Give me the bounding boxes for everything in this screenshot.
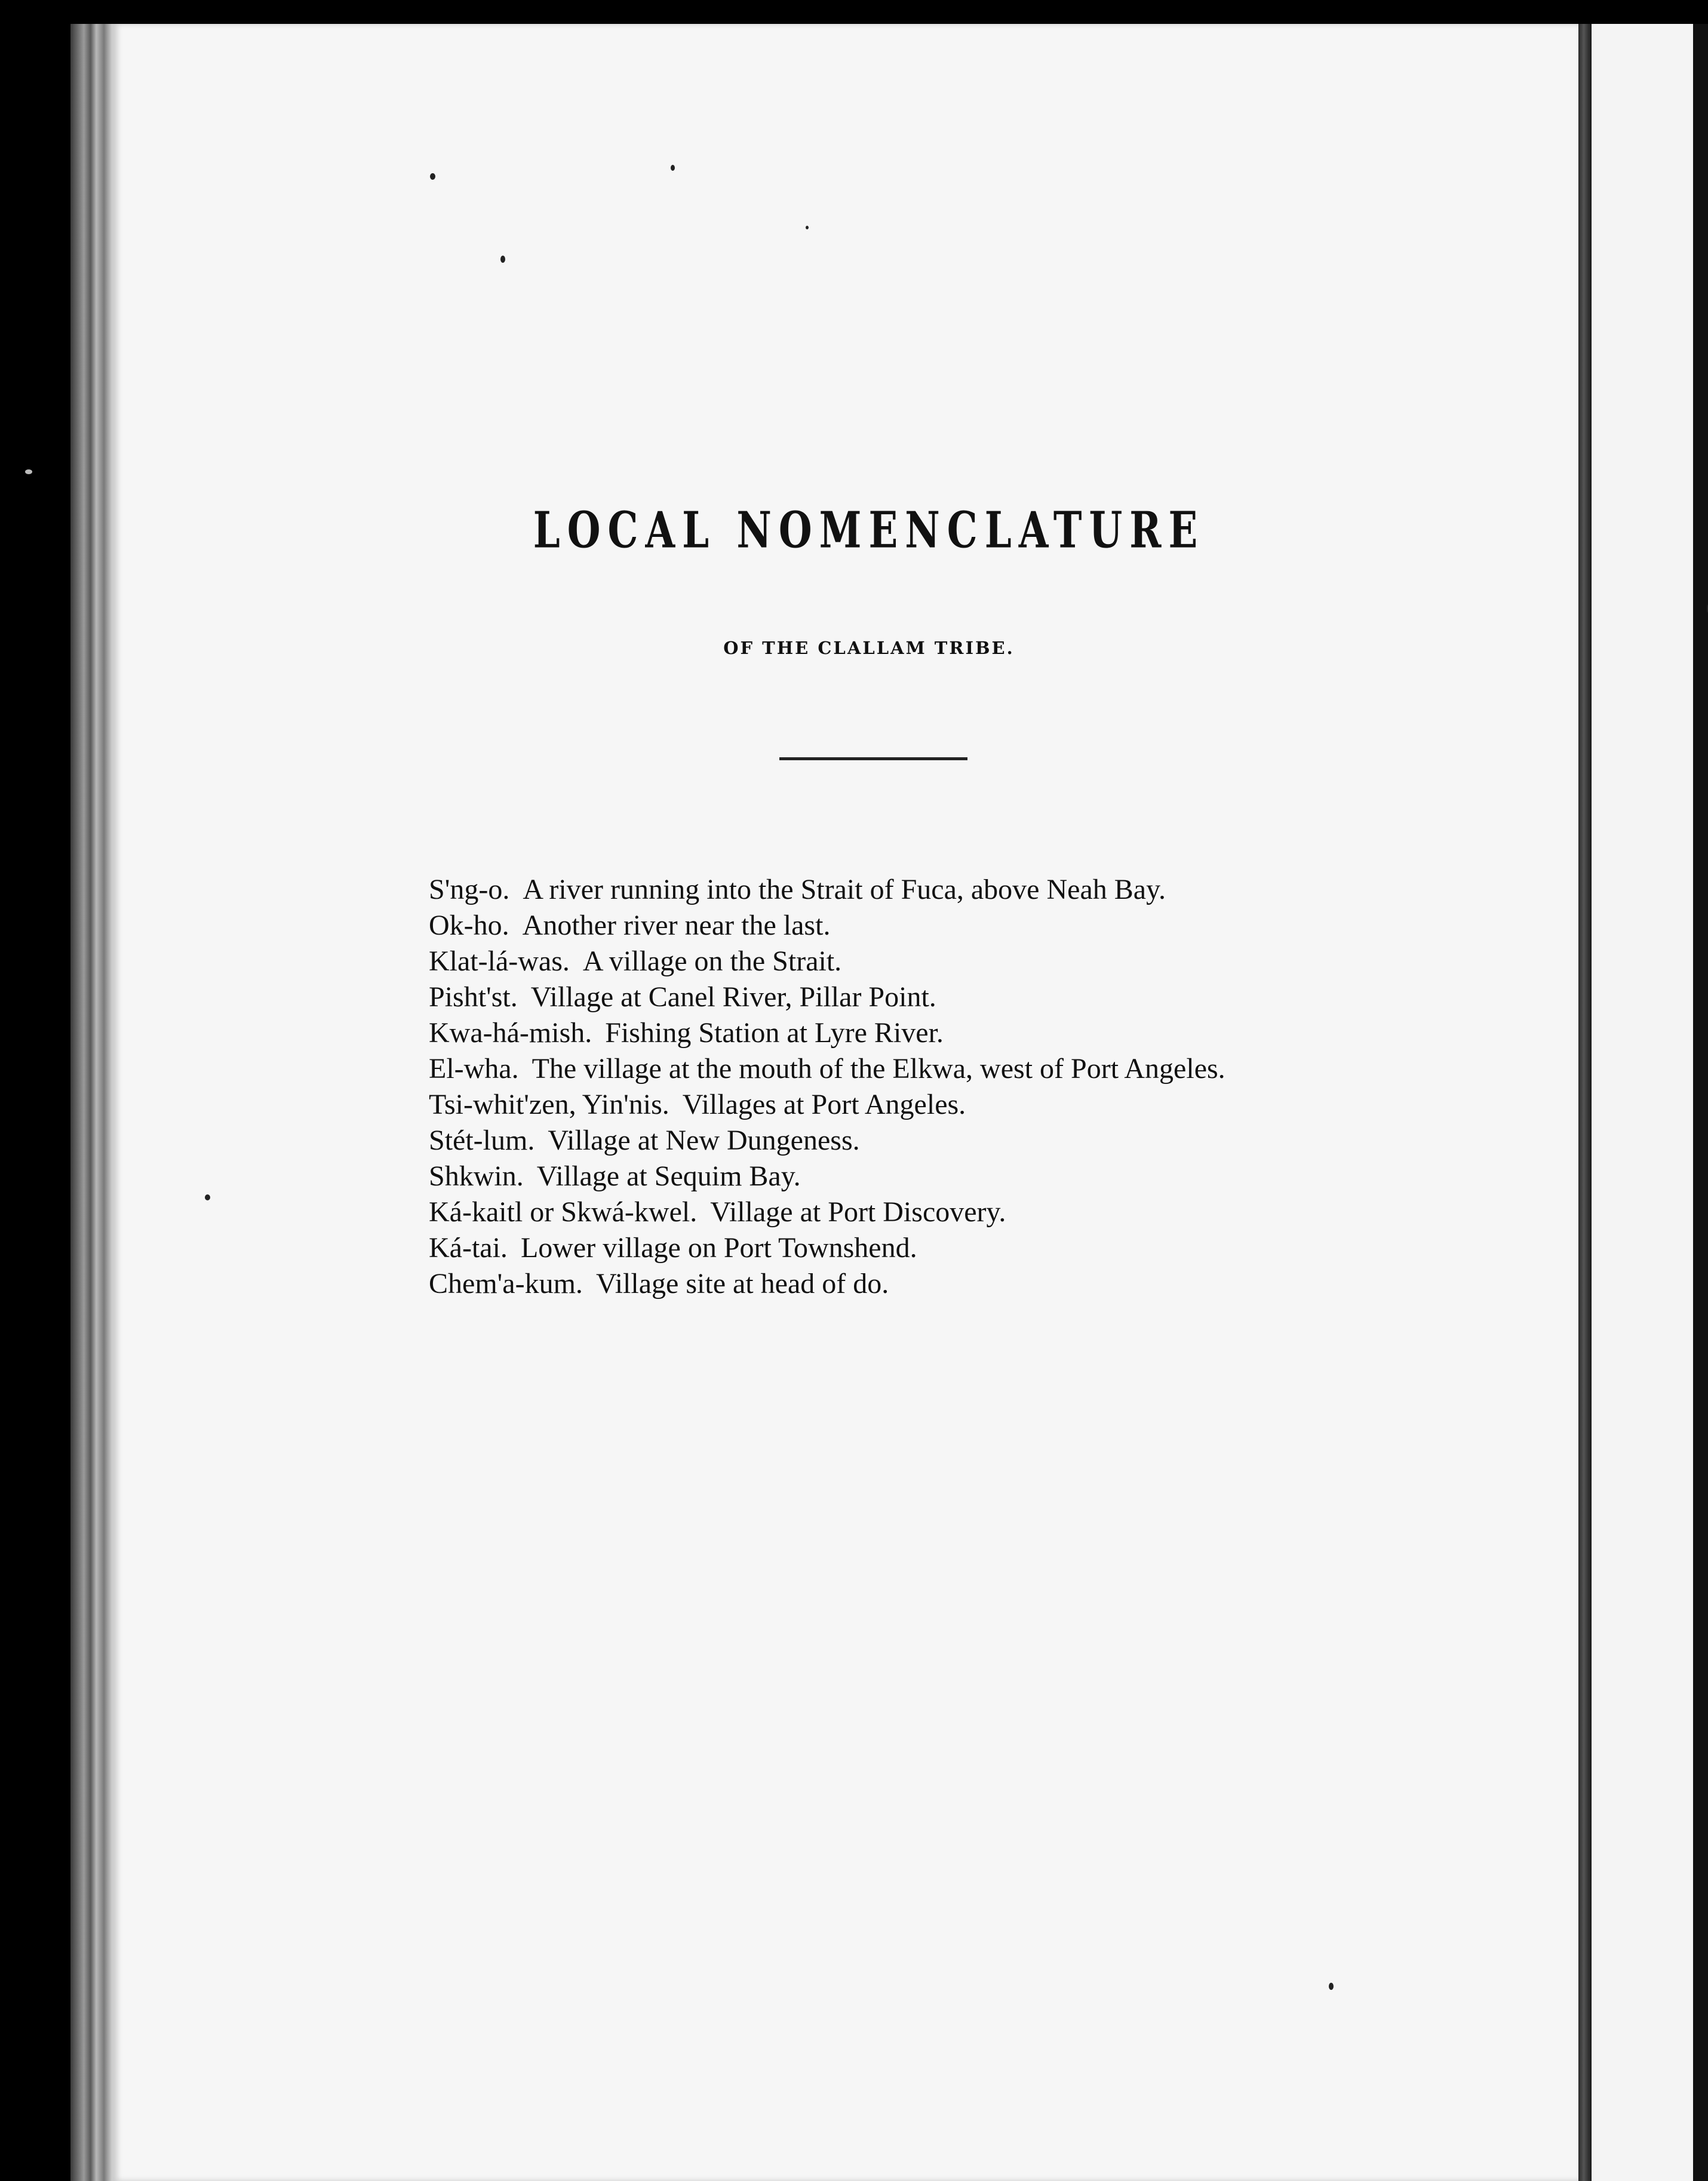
entry-name: Chem'a-kum. [429,1268,583,1300]
list-item [429,1159,1310,1194]
entry-name: Ok-ho. [429,910,509,941]
entry-name: Kwa-há-mish. [429,1017,592,1049]
list-item [429,872,1310,908]
list-item [429,1087,1310,1123]
entry-name: Ká-tai. [429,1232,508,1264]
entry-description: Another river near the last. [522,910,831,941]
scan-speck [671,165,675,171]
entry-description: Village site at head of do. [595,1268,889,1300]
list-item [429,1051,1310,1087]
list-item [429,1266,1310,1302]
list-item [429,979,1310,1015]
page-title: LOCAL NOMENCLATURE [533,502,1205,560]
list-item [429,908,1310,944]
entry-description: Villages at Port Angeles. [682,1089,966,1120]
scan-speck [25,469,32,474]
entry-name: Tsi-whit'zen, Yin'nis. [429,1089,669,1120]
list-item [429,1230,1310,1266]
page-gutter [1578,24,1592,2181]
adjacent-page-edge [1592,24,1708,2181]
book-spine [70,24,112,2181]
title-divider [779,757,967,760]
entry-description: Lower village on Port Townshend. [520,1232,917,1264]
entry-name: El-wha. [429,1053,519,1085]
scan-speck [1329,1983,1334,1990]
scan-speck [205,1194,210,1200]
entry-description: Village at Canel River, Pillar Point. [530,981,936,1013]
entry-description: Village at Sequim Bay. [536,1160,801,1192]
scan-border [1693,24,1708,2181]
entry-name: Pisht'st. [429,981,518,1013]
entry-name: Stét-lum. [429,1125,535,1156]
entry-name: S'ng-o. [429,874,510,905]
scan-speck [806,226,809,229]
list-item [429,944,1310,979]
entry-description: Village at New Dungeness. [548,1125,860,1156]
entry-name: Shkwin. [429,1160,524,1192]
entry-name: Klat-lá-was. [429,945,570,977]
entry-description: Village at Port Discovery. [710,1196,1006,1228]
entry-description: A river running into the Strait of Fuca, above Neah Bay. [523,874,1166,905]
page-subtitle: OF THE CLALLAM TRIBE. [723,638,1015,658]
entry-description: The village at the mouth of the Elkwa, west of Port Angeles. [532,1053,1225,1085]
entry-description: Fishing Station at Lyre River. [605,1017,944,1049]
list-item [429,1123,1310,1159]
place-name-list [429,872,1310,1302]
scan-speck [430,173,435,180]
list-item [429,1015,1310,1051]
entry-description: A village on the Strait. [582,945,842,977]
list-item [429,1194,1310,1230]
entry-name: Ká-kaitl or Skwá-kwel. [429,1196,698,1228]
scan-speck [500,256,505,263]
